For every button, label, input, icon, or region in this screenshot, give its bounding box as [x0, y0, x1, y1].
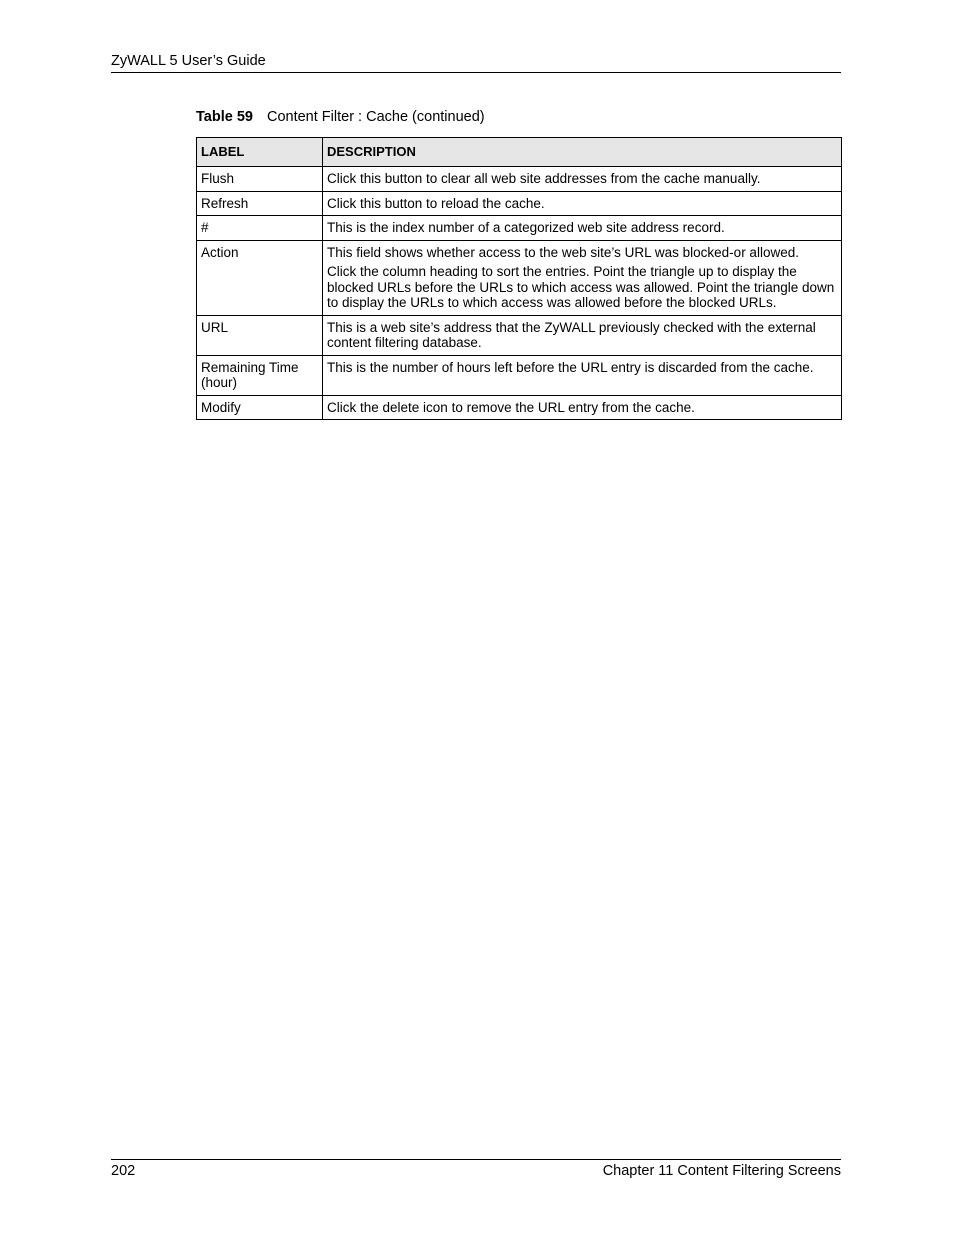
table-row	[197, 167, 842, 192]
row-label: Remaining Time (hour)	[197, 355, 323, 395]
running-header	[111, 52, 841, 73]
row-description	[323, 240, 842, 315]
table-row	[197, 191, 842, 216]
content-filter-cache-table	[196, 137, 842, 420]
row-description	[323, 216, 842, 241]
column-header-label: LABEL	[197, 138, 323, 167]
table-caption-number: Table 59	[196, 109, 253, 125]
table-header-row	[197, 138, 842, 167]
row-description	[323, 355, 842, 395]
row-label: Flush	[197, 167, 323, 192]
description-text: Click the delete icon to remove the URL entry from the cache.	[327, 399, 695, 415]
description-text: Click this button to reload the cache.	[327, 195, 545, 211]
table-caption-title: Content Filter : Cache (continued)	[266, 109, 485, 125]
description-text: Click the column heading to sort the entries. Point the triangle up to display the blocked URLs before the URLs to which access was allowed. Point the triangle down to display the URLs to which access was allowed before the blocked URLs.	[327, 264, 835, 310]
row-description	[323, 191, 842, 216]
table-row	[197, 240, 842, 315]
row-label: Refresh	[197, 191, 323, 216]
table-row	[197, 216, 842, 241]
page-number: 202	[111, 1163, 136, 1179]
table-row	[197, 355, 842, 395]
table-row	[197, 395, 842, 420]
description-text: This is the index number of a categorized web site address record.	[327, 220, 725, 235]
row-label: Modify	[197, 395, 323, 420]
row-description	[323, 315, 842, 355]
description-text: This field shows whether access to the web site’s URL was blocked-or allowed.	[327, 244, 799, 260]
guide-title: ZyWALL 5 User’s Guide	[111, 53, 266, 69]
row-label: #	[197, 216, 323, 241]
row-description	[323, 167, 842, 192]
chapter-title: Chapter 11 Content Filtering Screens	[602, 1163, 841, 1179]
running-footer	[111, 1159, 841, 1180]
row-label: Action	[197, 240, 323, 315]
row-label: URL	[197, 315, 323, 355]
table-row	[197, 315, 842, 355]
description-text: Click this button to clear all web site addresses from the cache manually.	[327, 171, 761, 186]
table-caption	[196, 108, 485, 126]
description-text: This is a web site’s address that the ZyWALL previously checked with the external content filtering database.	[327, 319, 816, 350]
column-header-description: DESCRIPTION	[323, 138, 842, 167]
row-description	[323, 395, 842, 420]
description-text: This is the number of hours left before the URL entry is discarded from the cache.	[327, 359, 814, 375]
